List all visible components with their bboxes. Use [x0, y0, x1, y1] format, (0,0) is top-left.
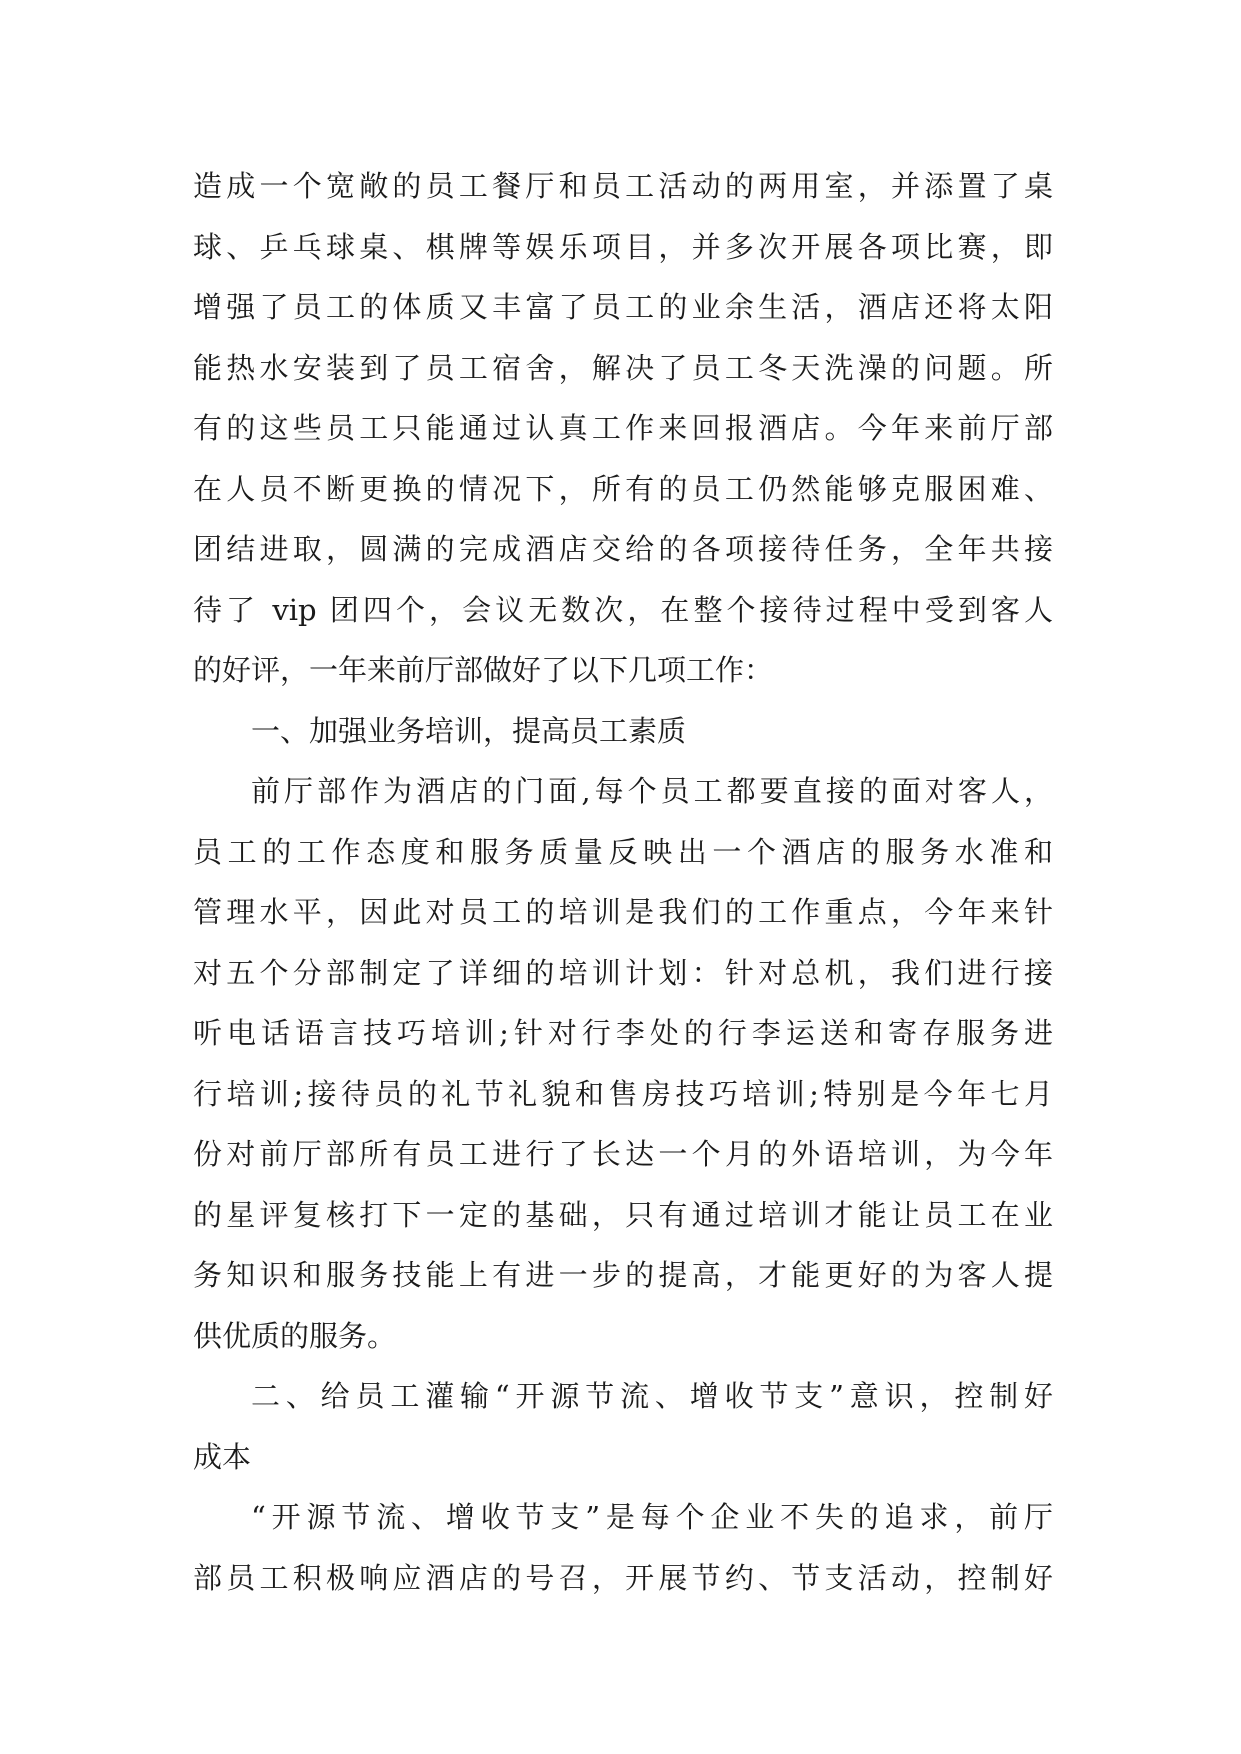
text-line: 对五个分部制定了详细的培训计划：针对总机，我们进行接: [193, 955, 1053, 990]
text-line: 管理水平，因此对员工的培训是我们的工作重点，今年来针: [193, 895, 1053, 929]
text-line: 在人员不断更换的情况下，所有的员工仍然能够克服困难、: [193, 471, 1053, 506]
text-line: 增强了员工的体质又丰富了员工的业余生活，酒店还将太阳: [193, 290, 1053, 324]
document-body: [193, 156, 1053, 1608]
text-line: 有的这些员工只能通过认真工作来回报酒店。今年来前厅部: [193, 411, 1053, 445]
text-line: 造成一个宽敞的员工餐厅和员工活动的两用室，并添置了桌: [193, 169, 1053, 203]
text-line: 行培训;接待员的礼节礼貌和售房技巧培训;特别是今年七月: [193, 1076, 1053, 1111]
section-heading-2-continued: 成本: [193, 1439, 252, 1474]
text-line: 供优质的服务。: [193, 1318, 397, 1353]
section-heading-2: 二、给员工灌输“开源节流、增收节支”意识，控制好: [251, 1379, 1053, 1413]
text-line: 前厅部作为酒店的门面,每个员工都要直接的面对客人，: [251, 774, 1053, 808]
text-line: 员工的工作态度和服务质量反映出一个酒店的服务水准和: [193, 834, 1053, 869]
text-line: 务知识和服务技能上有进一步的提高，才能更好的为客人提: [193, 1258, 1053, 1292]
text-line: 听电话语言技巧培训;针对行李处的行李运送和寄存服务进: [193, 1016, 1053, 1050]
text-line: 部员工积极响应酒店的号召，开展节约、节支活动，控制好: [193, 1560, 1053, 1595]
text-line: “开源节流、增收节支”是每个企业不失的追求，前厅: [251, 1500, 1053, 1534]
text-line: 待了 vip 团四个，会议无数次，在整个接待过程中受到客人: [193, 592, 1053, 627]
text-line: 团结进取，圆满的完成酒店交给的各项接待任务，全年共接: [193, 532, 1053, 566]
text-line: 的好评，一年来前厅部做好了以下几项工作：: [193, 653, 774, 687]
text-line: 的星评复核打下一定的基础，只有通过培训才能让员工在业: [193, 1197, 1053, 1232]
text-line: 份对前厅部所有员工进行了长达一个月的外语培训，为今年: [193, 1137, 1053, 1171]
text-line: 球、乒乓球桌、棋牌等娱乐项目，并多次开展各项比赛，即: [193, 229, 1053, 264]
text-line: 能热水安装到了员工宿舍，解决了员工冬天洗澡的问题。所: [193, 350, 1053, 385]
section-heading-1: 一、加强业务培训，提高员工素质: [251, 713, 687, 748]
